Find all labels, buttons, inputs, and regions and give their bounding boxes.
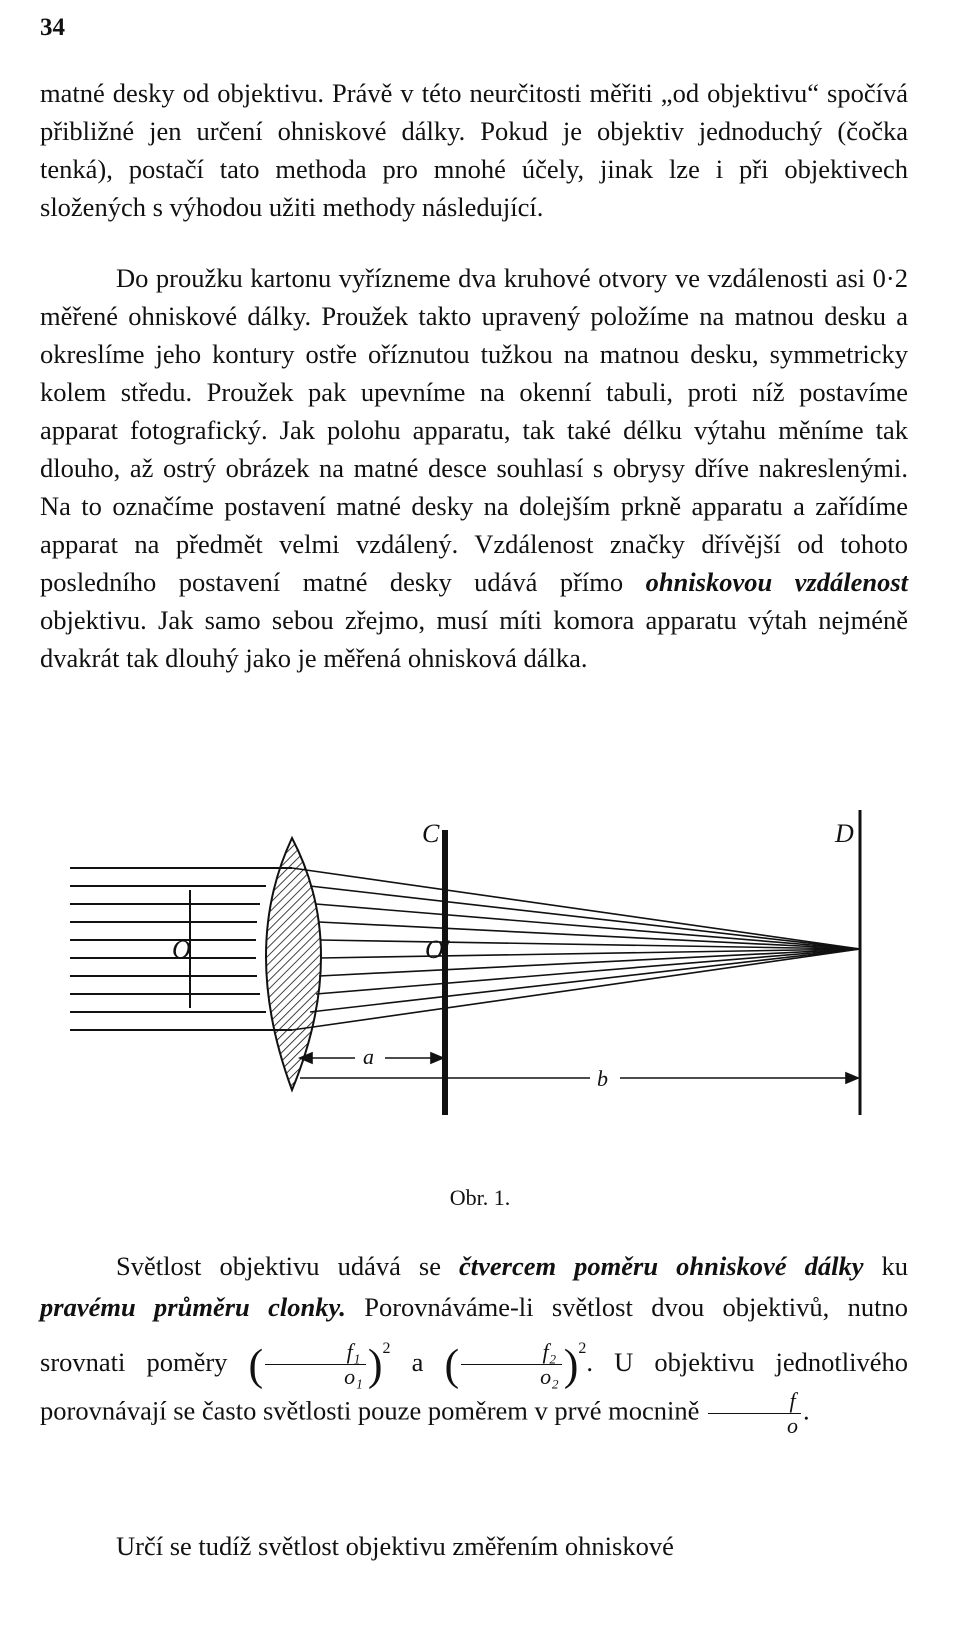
paragraph-3-part-d: . U objektivu jednotlivého porovnávají se často světlosti pouze poměrem v prvé mocnině [40, 1347, 909, 1426]
paragraph-2-text [40, 259, 908, 677]
label-o: O [172, 935, 191, 964]
paragraph-4 [40, 1527, 908, 1565]
square-ratio-emphasis: čtvercem poměru ohniskové dálky [459, 1251, 864, 1281]
ratio-2-denominator: o₂ [540, 1364, 559, 1390]
ratio-2-numerator: f₂ [461, 1340, 562, 1365]
page-number: 34 [40, 14, 65, 41]
ratio-1 [265, 1340, 366, 1389]
ratio-simple-denominator: o [787, 1413, 798, 1439]
paragraph-4-text: Určí se tudíž světlost objektivu změřením ohniskové [116, 1531, 674, 1561]
paragraph-3-part-b: ku [863, 1251, 909, 1281]
focal-distance-emphasis: ohniskovou vzdálenost [645, 567, 909, 597]
paragraph-3-part-a: Světlost objektivu udává se [116, 1251, 460, 1281]
lens-diagram [60, 790, 880, 1180]
ratio-simple [708, 1389, 801, 1438]
paragraph-3 [40, 1246, 908, 1438]
label-b: b [597, 1066, 608, 1091]
paragraph-3-part-c: Porovnáváme-li světlost dvou objektivů, nutno srovnati poměry [40, 1292, 908, 1377]
aperture-emphasis: pravému průměru clonky. [40, 1292, 346, 1322]
dimension-b [300, 1073, 858, 1083]
ratio-1-exponent: 2 [382, 1340, 391, 1357]
paragraph-1-text: matné desky od objektivu. Právě v této neurčitosti měřiti „od objektivu“ spočívá přibližné jen určení ohniskové dálky. Pokud je objektiv jednoduchý (čočka tenká), postačí tato methoda pro mnohé účely, jinak lze i při objektivech složených s výhodou užiti methody následující. [40, 78, 908, 222]
paragraph-2-part-a: Do proužku kartonu vyřízneme dva kruhové otvory ve vzdálenosti asi 0·2 měřené ohniskové dálky. Proužek takto upravený položíme na matnou desku a okreslíme jeho kontury ostře oříznutou tužkou na matnou desku, symmetricky kolem středu. Proužek pak upevníme na okenní tabuli, proti níž postavíme apparat fotografický. Jak polohu apparatu, tak také délku výtahu měníme tak dlouho, až ostrý obrázek na matné desce souhlasí s obrysy dříve nakreslenými. Na to označíme postavení matné desky na dolejším prkně apparatu a zařídíme apparat na předmět velmi vzdálený. Vzdálenost značky dřívější od tohoto posledního postavení matné desky udává přímo [40, 263, 908, 597]
label-a: a [363, 1044, 374, 1069]
ratio-2-exponent: 2 [578, 1340, 587, 1357]
ratio-2 [461, 1340, 562, 1389]
paragraph-1 [40, 74, 908, 226]
label-c: C [422, 819, 440, 848]
ratio-1-numerator: f₁ [265, 1340, 366, 1365]
label-d: D [835, 819, 854, 848]
converging-rays [292, 868, 860, 1030]
lens-diagram-figure [60, 790, 880, 1200]
paragraph-3-text: Světlost objektivu udává se čtvercem poměru ohniskové dálky ku pravému průměru clonky. Porovnáváme-li světlost dvou objektivů, nutno srovnati poměry ( $\frac{\text{f₁}}{\text{o₁}}$ )$^2$ a ( $\frac{\text{f₂}}{\text{o₂}}$ )$^2$. U objektivu jednotlivého porovnávají se často světlosti pouze poměrem v prvé mocnině $\frac{f}{o}$ . [40, 1251, 909, 1439]
paragraph-2 [40, 259, 908, 677]
paragraph-2-part-b: objektivu. Jak samo sebou zřejmo, musí míti komora apparatu výtah nejméně dvakrát tak dlouhý jako je měřená ohnisková dálka. [40, 605, 908, 673]
paragraph-3-end: . [803, 1396, 810, 1426]
ratio-simple-numerator: f [708, 1389, 801, 1414]
and-word: a [411, 1347, 424, 1377]
ratio-1-denominator: o₁ [344, 1364, 363, 1390]
label-o-prime: O′ [425, 935, 450, 964]
figure-caption: Obr. 1. [449, 1185, 511, 1210]
